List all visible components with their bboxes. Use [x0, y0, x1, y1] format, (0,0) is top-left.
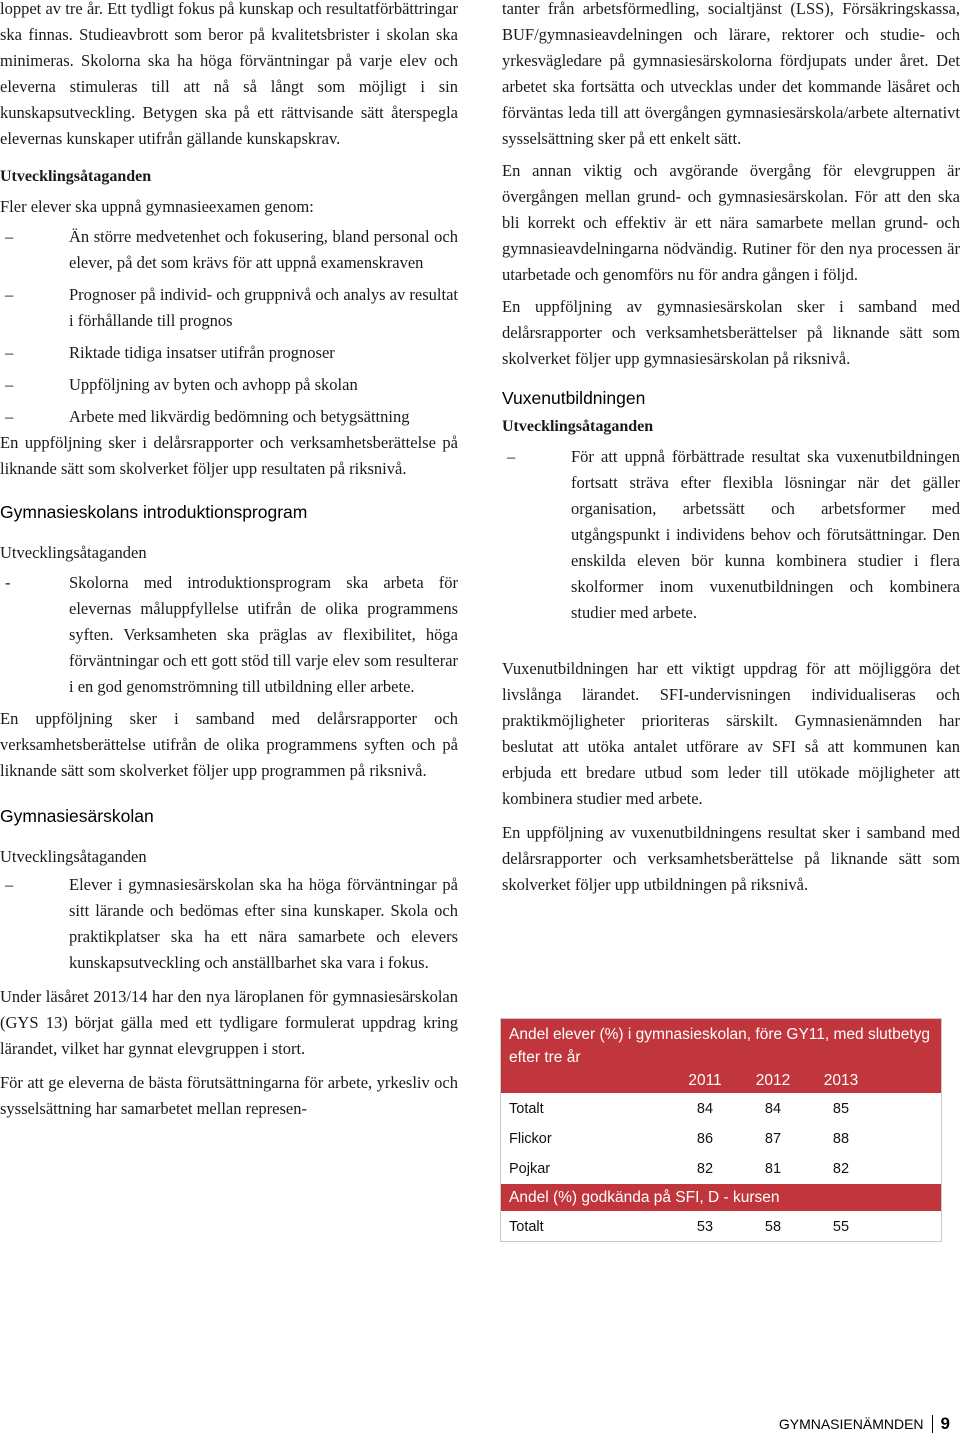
section-subheading: Utvecklingsåtaganden [0, 847, 147, 866]
section-lead: Fler elever ska uppnå gymnasieexamen genom: [0, 197, 314, 216]
table-title: Andel elever (%) i gymnasieskolan, före GY11, med slutbetyg efter tre år [509, 1026, 930, 1066]
dash-icon: – [5, 285, 14, 304]
followup-paragraph: En uppföljning sker i delårsrapporter och verksamhetsberättelse på liknande sätt som skolverket följer upp resultaten på riksnivå. [0, 433, 458, 478]
vux-list [502, 444, 960, 626]
gys-paragraph-1: Under läsåret 2013/14 har den nya läroplanen för gymnasiesärskolan (GYS 13) börjat gälla med ett tydligare formulerat uppdrag kring lärandet, vilket har gynnat elevgruppen i stort. [0, 987, 458, 1058]
year-header: 2011 [688, 1072, 722, 1089]
list-item: – För att uppnå förbättrade resultat ska vuxenutbildningen fortsatt sträva efter flexibla lösningar när det gäller organisation, arbetssätt och arbetsformer med utgångspunkt i individens behov och förutsättningar. Den enskilda eleven bör kunna kombinera studier i flera skolformer inom vuxenutbildningen och kombinera studier med arbete. [502, 444, 960, 626]
table-year-row [501, 1069, 941, 1093]
right-paragraph-1: tanter från arbetsförmedling, socialtjänst (LSS), Försäkringskassa, BUF/gymnasieavdelningen och lärare, rektorer och studie- och yrkesvägledare på gymnasiesärskolorna fördjupats under året. Det arbetet ska fortsätta och utvecklas under det kommande läsåret och förväntas leda till att övergången gymnasiesärskola/arbete alternativt sysselsättning sker på ett enkelt sätt. [502, 0, 960, 148]
dash-icon: – [5, 343, 14, 362]
dash-icon: – [507, 447, 516, 466]
page-footer [779, 1414, 950, 1434]
right-paragraph-2: En annan viktig och avgörande övergång för elevgruppen är övergången mellan grund- och gymnasiesärskolan. För att den ska bli korrekt och effektiv är ett nära samarbete mellan grund- och gymnasieavdelningarna nödvändig. Rutiner för den nya processen är utarbetade och genomförs nu för andra gången i följd. [502, 161, 960, 284]
table-row: Pojkar 82 81 82 [501, 1153, 941, 1183]
list-item: – Än större medvetenhet och fokusering, bland personal och elever, på det som krävs för att uppnå examenskraven [0, 224, 458, 276]
footer-divider [932, 1415, 933, 1433]
footer-label: GYMNASIENÄMNDEN [778, 1416, 924, 1432]
section-title-gymnasiesarskolan: Gymnasiesärskolan [0, 806, 154, 826]
list-item: – Elever i gymnasiesärskolan ska ha höga förväntningar på sitt lärande och bedömas efter sina kunskaper. Skola och praktikplatser ska ha ett nära samarbete och elevers kunskapsutveckling och anställbarhet ska vara i fokus. [0, 872, 458, 976]
dash-icon: – [5, 227, 14, 246]
gys-paragraph-2: För att ge eleverna de bästa förutsättningarna för arbete, yrkesliv och sysselsättning har samarbetet mellan represen- [0, 1073, 458, 1118]
right-paragraph-3: En uppföljning av gymnasiesärskolan sker i samband med delårsrapporter och verksamhetsberättelser på liknande sätt som skolverket följer upp gymnasiesärskolan på riksnivå. [502, 297, 960, 368]
dash-icon: – [5, 407, 14, 426]
intro-followup: En uppföljning sker i samband med delårsrapporter och verksamhetsberättelse utifrån de olika programmens syften och på liknande sätt som skolverket följer upp programmen på riksnivå. [0, 709, 458, 780]
dash-icon: - [5, 573, 11, 592]
results-table [500, 1018, 942, 1242]
right-column [502, 0, 960, 898]
page-number: 9 [940, 1414, 950, 1433]
section-heading-utvecklingsataganden: Utvecklingsåtaganden [0, 168, 152, 185]
section-subheading: Utvecklingsåtaganden [0, 543, 147, 562]
year-header: 2012 [755, 1072, 791, 1089]
dash-icon: – [5, 875, 14, 894]
table-row: Totalt 53 58 55 [501, 1211, 941, 1241]
vux-paragraph-1: Vuxenutbildningen har ett viktigt uppdrag för att möjliggöra det livslånga lärandet. SFI-undervisningen individualiseras och praktikmöjligheter prioriteras särskilt. Gymnasienämnden har beslutat att utöka antalet utförare av SFI så att kommunen kan erbjuda ett bredare utbud som leder till utökade möjligheter att kombinera studier med arbete. [502, 659, 960, 808]
list-item: – Riktade tidiga insatser utifrån prognoser [0, 340, 458, 366]
vux-paragraph-2: En uppföljning av vuxenutbildningens resultat sker i samband med delårsrapporter och verksamhetsberättelse på liknande sätt som skolverket följer upp utbildningen på riksnivå. [502, 823, 960, 894]
list-item: - Skolorna med introduktionsprogram ska arbeta för elevernas måluppfyllelse utifrån de olika programmens syften. Verksamheten ska präglas av flexibilitet, höga förväntningar och ett gott stöd till varje elev som resulterar i en god genomströmning till utbildning eller arbete. [0, 570, 458, 700]
table-row: Flickor 86 87 88 [501, 1123, 941, 1153]
intro-paragraph: loppet av tre år. Ett tydligt fokus på kunskap och resultatförbättringar ska finnas. Studieavbrott som beror på kvalitetsbrister i skolan ska minimeras. Skolorna ska ha höga förväntningar på varje elev och eleverna stimuleras till att nå så långt som möjligt i sin kunskapsutveckling. Betygen ska på ett rättvisande sätt återspegla elevernas kunskaper utifrån gällande kunskapskrav. [0, 0, 458, 148]
table-row: Totalt 84 84 85 [501, 1093, 941, 1123]
sfi-subheader: Andel (%) godkända på SFI, D - kursen [501, 1184, 941, 1211]
table-header [501, 1019, 941, 1093]
section-title-introduktionsprogram: Gymnasieskolans introduktionsprogram [0, 502, 308, 522]
dash-icon: – [5, 375, 14, 394]
list-item: – Uppföljning av byten och avhopp på skolan [0, 372, 458, 398]
left-column [0, 0, 458, 1122]
list-item: – Prognoser på individ- och gruppnivå och analys av resultat i förhållande till prognos [0, 282, 458, 334]
list-item: – Arbete med likvärdig bedömning och betygsättning [0, 404, 458, 430]
development-list [0, 224, 458, 430]
section-title-vuxenutbildningen: Vuxenutbildningen [502, 388, 646, 408]
year-header: 2013 [823, 1072, 859, 1089]
intro-list [0, 570, 458, 700]
section-subheading: Utvecklingsåtaganden [502, 418, 654, 435]
gys-list [0, 872, 458, 976]
